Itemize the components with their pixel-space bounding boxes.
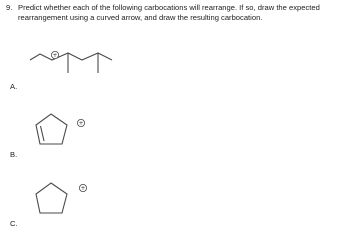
question-number: 9. [6,3,13,12]
part-c-label: C. [10,219,18,228]
question-prompt [6,3,344,22]
part-a-label: A. [10,82,18,91]
structure-a-branched-carbocation [28,46,118,80]
structure-a-carbon-chain [30,53,112,60]
structure-b-double-bond [41,126,45,141]
structure-c-charge-symbol: + [80,185,86,193]
structure-c-ring [36,183,67,213]
structure-b-cyclopentenyl-carbocation [34,112,98,152]
part-b-label: B. [10,150,18,159]
structure-c-cyclopentyl-carbocation [34,181,98,221]
question-text: Predict whether each of the following carbocations will rearrange. If so, draw the expected rearrangement using a curved arrow, and draw the resulting carbocation. [18,3,320,22]
structure-b-charge-symbol: + [78,120,84,128]
structure-a-charge-symbol: + [52,52,58,60]
